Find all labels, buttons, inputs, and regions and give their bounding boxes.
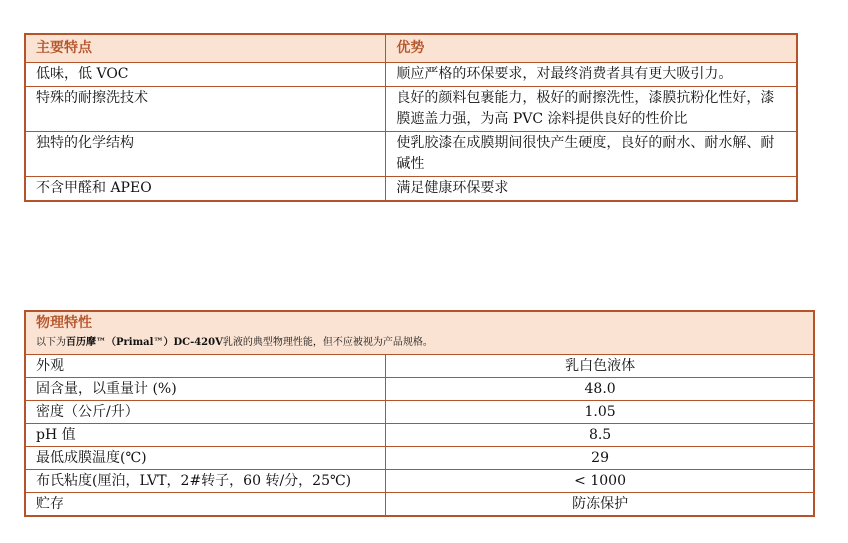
properties-description	[36, 333, 803, 353]
feature-cell: 独特的化学结构	[25, 132, 386, 177]
table-row	[25, 63, 797, 87]
product-name: 百历摩™（Primal™）DC-420V	[66, 337, 223, 348]
value-cell: 乳白色液体	[386, 355, 814, 378]
property-cell: pH 值	[25, 424, 386, 447]
table-row	[25, 401, 814, 424]
advantage-cell: 良好的颜料包裹能力，极好的耐擦洗性，漆膜抗粉化性好，漆膜遮盖力强，为高 PVC 涂料提供良好的性价比	[386, 87, 797, 132]
properties-table	[24, 310, 815, 517]
table-row	[25, 355, 814, 378]
property-cell: 固含量，以重量计 (%)	[25, 378, 386, 401]
table-row	[25, 470, 814, 493]
value-cell: 防冻保护	[386, 493, 814, 517]
table-row	[25, 87, 797, 132]
advantage-cell: 满足健康环保要求	[386, 177, 797, 202]
value-cell: 8.5	[386, 424, 814, 447]
table-row	[25, 132, 797, 177]
table-row	[25, 447, 814, 470]
feature-cell: 不含甲醛和 APEO	[25, 177, 386, 202]
properties-header	[25, 311, 814, 355]
value-cell: < 1000	[386, 470, 814, 493]
advantage-cell: 顺应严格的环保要求，对最终消费者具有更大吸引力。	[386, 63, 797, 87]
advantage-cell: 使乳胶漆在成膜期间很快产生硬度，良好的耐水、耐水解、耐碱性	[386, 132, 797, 177]
value-cell: 48.0	[386, 378, 814, 401]
table-row	[25, 424, 814, 447]
features-table	[24, 33, 798, 202]
property-cell: 贮存	[25, 493, 386, 517]
property-cell: 最低成膜温度(℃)	[25, 447, 386, 470]
properties-header-row	[25, 311, 814, 355]
value-cell: 29	[386, 447, 814, 470]
feature-cell: 低味，低 VOC	[25, 63, 386, 87]
property-cell: 布氏粘度(厘泊，LVT，2#转子，60 转/分，25℃)	[25, 470, 386, 493]
advantage-header: 优势	[386, 34, 797, 63]
feature-cell: 特殊的耐擦洗技术	[25, 87, 386, 132]
table-row	[25, 493, 814, 517]
features-header-row	[25, 34, 797, 63]
property-cell: 外观	[25, 355, 386, 378]
table-row	[25, 378, 814, 401]
properties-title: 物理特性	[36, 315, 92, 331]
feature-header: 主要特点	[25, 34, 386, 63]
table-row	[25, 177, 797, 202]
description-suffix: 乳液的典型物理性能，但不应被视为产品规格。	[222, 337, 433, 348]
value-cell: 1.05	[386, 401, 814, 424]
property-cell: 密度（公斤/升）	[25, 401, 386, 424]
description-prefix: 以下为	[36, 337, 66, 348]
